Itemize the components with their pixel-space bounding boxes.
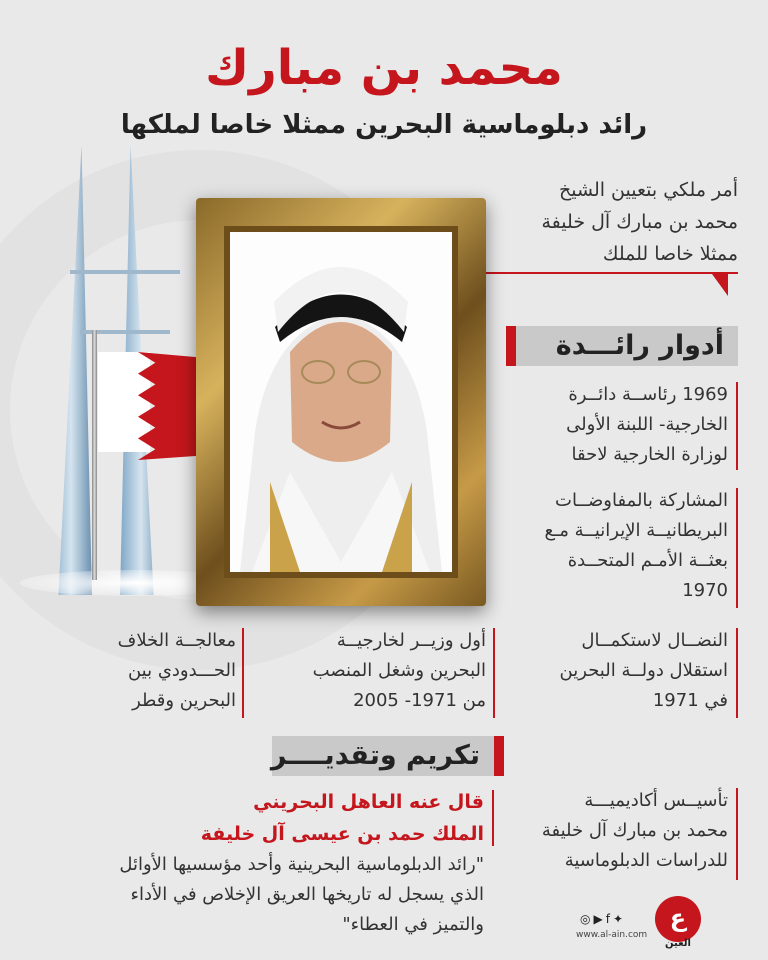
intro-pointer [712,274,728,296]
al-ain-logo: ع [655,896,701,942]
academy-text: تأسيــس أكاديميـــة محمد بن مبارك آل خليفة للدراسات الدبلوماسية [541,790,728,871]
intro-line: محمد بن مبارك آل خليفة [541,211,738,233]
flag-pole [92,330,97,580]
youtube-icon[interactable]: ▶ [593,912,606,926]
intro-divider [478,272,738,274]
royal-quote: "رائد الدبلوماسية البحرينية وأحد مؤسسيها الأوائل الذي يسجل له تاريخها العريق الإخلاص في الأداء والتميز في العطاء" [119,854,484,935]
site-url[interactable]: www.al-ain.com [576,930,648,940]
page-title: محمد بن مبارك [205,40,563,96]
logo-caption: العين [665,938,691,949]
roles-heading: أدوار رائـــدة [516,326,738,366]
social-icons [580,912,626,926]
role-divider [736,628,738,718]
instagram-icon[interactable]: ◎ [580,912,594,926]
twitter-icon[interactable]: ✦ [612,912,627,926]
intro-line: أمر ملكي بتعيين الشيخ [559,179,738,201]
quote-attribution: قال عنه العاهل البحريني الملك حمد بن عيسى آل خليفة [200,791,484,845]
role-divider [242,628,244,718]
quote-divider [492,790,494,846]
role-item: معالجــة الخلاف الحـــدودي بين البحرين وقطر [117,630,236,711]
portrait-photo [230,232,452,572]
role-item: 1969 رئاســة دائــرة الخارجية- اللبنة الأولى لوزارة الخارجية لاحقا [566,384,728,465]
role-divider [736,488,738,608]
role-item: أول وزيــر لخارجيــة البحرين وشغل المنصب من 1971- 2005 [312,630,486,711]
intro-line: ممثلا خاصا للملك [602,243,738,265]
role-divider [736,382,738,470]
portrait-frame [196,198,486,606]
honor-divider [736,788,738,880]
role-item: المشاركة بالمفاوضــات البريطانيــة الإيرانيــة مـع بعثــة الأمـم المتحــدة 1970 [544,490,728,601]
role-item: النضــال لاستكمــال استقلال دولــة البحرين في 1971 [559,630,728,711]
facebook-icon[interactable]: f [605,912,613,926]
role-divider [493,628,495,718]
page-subtitle: رائد دبلوماسية البحرين ممثلا خاصا لملكها [120,110,648,140]
honor-heading: تكريم وتقديــــر [272,736,494,776]
intro-text [478,174,738,270]
